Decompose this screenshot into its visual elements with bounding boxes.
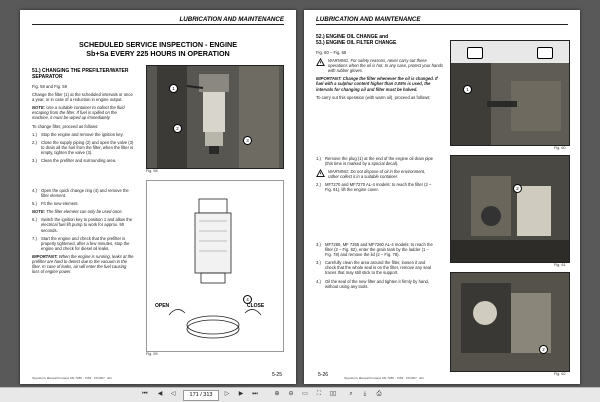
list-item: 5.) Fit the new element.: [32, 201, 79, 207]
prev-icon[interactable]: ◁: [170, 391, 176, 397]
page-header: LUBRICATION AND MAINTENANCE: [32, 16, 284, 25]
close-label: CLOSE: [247, 303, 265, 309]
page-title: SCHEDULED SERVICE INSPECTION - ENGINE Sb+Sa EVERY 225 HOURS IN OPERATION: [78, 40, 238, 58]
list-item: 4.) Open the quick change ring (4) and remove the filter element.: [32, 188, 129, 199]
figure-62-photo: 2: [450, 272, 570, 372]
prefilter-photo: [147, 66, 283, 168]
figure-58-photo: 1 2 3: [146, 65, 284, 169]
prev-page-button[interactable]: ◀: [157, 391, 163, 397]
oil-can-icon: [537, 47, 553, 59]
list-item: 1.) Remove the plug (1) at the end of the engine oil drain pipe (this time is marked by a special decal).: [316, 156, 434, 167]
oil-drain-icon: [467, 47, 483, 59]
download-icon[interactable]: ⤓: [363, 391, 367, 397]
next-icon[interactable]: ▷: [224, 391, 230, 397]
first-page-button[interactable]: ⏮: [142, 391, 148, 397]
figure-61-photo: 2: [450, 155, 570, 263]
text-column-lower: 4.) Open the quick change ring (4) and remove the filter element. 5.) Fit the new element. NOTE: The filter element can only be used once. 6.) Switch the ignition key to position 1 and allow the electrical fuel lift pump to work for approx. 90 seconds. 7.) Start the engine and check that the prefilter is properly tightened, after a few minutes, stop the engine and check for diesel oil leaks. IMPORTANT: When the engine is running, leaks at the prefilter are hard to detect due to the vacuum in the filter. In case of leaks, air will enter the fuel causing loss of engine power.: [32, 188, 134, 275]
warning-icon: [316, 169, 325, 177]
page-number: 5-25: [271, 372, 282, 378]
page-header: LUBRICATION AND MAINTENANCE: [316, 16, 568, 25]
page-number: 5-26: [318, 372, 329, 378]
open-label: OPEN: [155, 303, 170, 309]
page-5-25: [20, 10, 296, 384]
engine-filter-photo: [451, 156, 569, 262]
fullscreen-icon[interactable]: ⛶: [316, 391, 322, 397]
list-item: 7.) Start the engine and check that the prefilter is properly tightened, after a few minutes, stop the engine and check for diesel oil leaks.: [32, 235, 130, 251]
list-item: 2.) MF7270 and MF7270 AL-4 models: to reach the filter (2 – Fig. 61), lift the engine cover.: [316, 182, 432, 193]
zoom-in-icon[interactable]: ⊕: [274, 391, 280, 397]
figure-59-drawing: 4 OPEN CLOSE: [146, 180, 284, 352]
list-item: 3.) MF7260, MF 7265 and MF7260 AL-4 models: to reach the filter (2 – Fig. 62), enter the grain tank by the ladder (1 – Fig. 78) and remove the lid (2 – Fig. 78).: [316, 242, 433, 258]
section-heading: 52.) ENGINE OIL CHANGE and 53.) ENGINE OIL FILTER CHANGE: [316, 34, 397, 46]
list-item: 6.) Switch the ignition key to position 1 and allow the electrical fuel lift pump to work for approx. 90 seconds.: [32, 217, 133, 233]
page-5-26: [304, 10, 580, 384]
print-icon[interactable]: ⎙: [376, 391, 382, 397]
figure-caption: Fig. 59: [146, 352, 158, 356]
page-number-input[interactable]: 171 / 313: [183, 390, 219, 401]
text-column-mid: [316, 156, 434, 196]
last-page-button[interactable]: ⏭: [252, 391, 258, 397]
figure-caption: Fig. 62: [554, 372, 566, 376]
text-column: Fig. 60 – Fig. 65 WARNING: For safety reasons, never carry out these operations when the oil is hot. In any case, protect your hands with rubber gloves. IMPORTANT: Change the filter whenever the oil is changed. If fuel with a sulphur content higher than 0.05% is used, the intervals for changing oil and filter must be halved. To carry out this operation (with warm oil), proceed as follows:: [316, 50, 446, 103]
figure-caption: Fig. 58: [146, 169, 158, 173]
list-item: 3.) Carefully clean the area around the filter, loosen it and check that the whole seal is on the filter, remove any seal traces that may still stick to the support.: [316, 260, 431, 276]
viewer-toolbar: [0, 387, 600, 402]
filter-closeup-photo: [451, 273, 569, 371]
warning-box: WARNING: Do not dispose of oil in the environment, rather collect it in a suitable container.: [316, 169, 434, 179]
search-icon[interactable]: ⌕: [349, 391, 353, 397]
section-heading: 51.) CHANGING THE PREFILTER/WATER SEPARATOR: [32, 68, 129, 80]
list-item: 1.) Stop the engine and remove the ignition key.: [32, 131, 124, 137]
page-footer: Operator's Manual Frontaux MF 7280 · 7265 · 07/2007 · EN: [32, 376, 112, 380]
two-page-view-icon[interactable]: ▯▯: [329, 391, 337, 397]
list-item: 4.) Oil the seal of the new filter and tighten it firmly by hand, without using any tools.: [316, 278, 430, 289]
figure-caption: Fig. 60: [554, 146, 566, 150]
text-column: Fig. 58 and Fig. 59 Change the filter (1) at the scheduled intervals or once a year, or in case of a reduction in engine output. NOTE: Use a suitable container to collect the fluid escaping from the filter. If fuel is spilled on the machine, it must be wiped up immediately. To change filter, proceed as follows: 1.) Stop the engine and remove the ignition key. 2.) Close the supply piping (2) and open the valve (3) to drain all the fuel from the filter, when the filter is empty, tighten the valve (3). 3.) Clean the prefilter and surrounding area.: [32, 84, 134, 164]
figure-caption: Fig. 61: [554, 263, 566, 267]
warning-icon: [316, 58, 325, 66]
fit-page-icon[interactable]: ▭: [302, 391, 308, 397]
page-footer: Operator's Manual Frontaux MF 7280 · 7265 · 07/2007 · EN: [344, 376, 424, 380]
figure-60-photo: 1: [450, 40, 570, 146]
next-page-button[interactable]: ▶: [238, 391, 244, 397]
list-item: 3.) Clean the prefilter and surrounding area.: [32, 158, 117, 164]
list-item: 2.) Close the supply piping (2) and open the valve (3) to drain all the fuel from the filter, when the filter is empty, tighten the valve (3).: [32, 139, 134, 155]
text-column-lower: [316, 242, 434, 292]
warning-box: WARNING: For safety reasons, never carry out these operations when the oil is hot. In any case, protect your hands with rubber gloves.: [316, 58, 446, 73]
filter-drawing: [147, 181, 283, 351]
zoom-out-icon[interactable]: ⊖: [288, 391, 294, 397]
